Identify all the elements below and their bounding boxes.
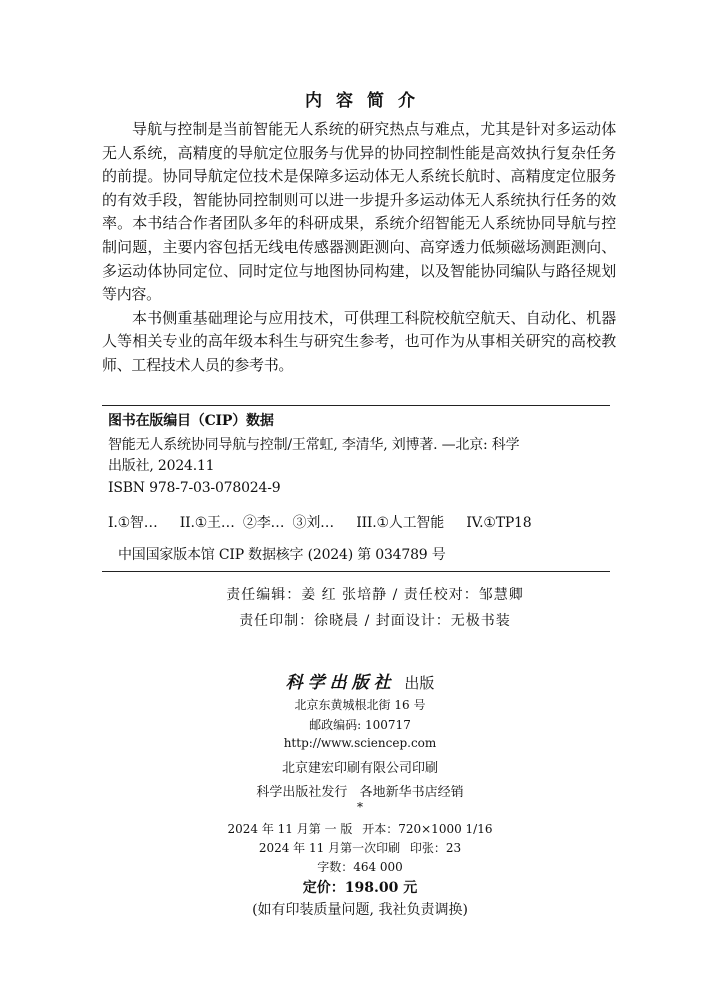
- edition-line: [0, 820, 720, 837]
- distributor: 科学出版社发行: [256, 785, 348, 800]
- cip-bottom-divider: [102, 571, 610, 572]
- separator-star: *: [357, 800, 363, 814]
- book-format: 开本：720×1000 1/16: [362, 822, 493, 836]
- credits-printing: 责任印制：徐晓晨 / 封面设计：无极书装: [239, 613, 511, 629]
- summary-paragraph-1: 导航与控制是当前智能无人系统的研究热点与难点，尤其是针对多运动体无人系统，高精度的导航定位服务与优异的协同控制性能是高效执行复杂任务的前提。协同导航定位技术是保障多运动体无人系统长航时、高精度定位服务的有效手段，智能协同控制则可以进一步提升多运动体无人系统执行任务的效率。本书结合作者团队多年的科研成果，系统介绍智能无人系统协同导航与控制问题，主要内容包括无线电传感器测距测向、高穿透力低频磁场测距测向、多运动体协同定位、同时定位与地图协同构建，以及智能协同编队与路径规划等内容。: [102, 120, 616, 304]
- publisher-line: [0, 668, 720, 693]
- publisher-zip: 邮政编码: 100717: [309, 718, 411, 732]
- publisher-address: 北京东黄城根北街 16 号: [294, 698, 426, 712]
- cip-class-3: III.①人工智能: [356, 515, 445, 531]
- cip-class-2: II.①王… ②李… ③刘…: [179, 515, 334, 531]
- cip-top-divider: [102, 405, 610, 406]
- cip-code: 中国国家版本馆 CIP 数据核字 (2024) 第 034789 号: [118, 547, 446, 563]
- quality-notice: (如有印装质量问题, 我社负责调换): [252, 902, 468, 918]
- cip-title-line-2: 出版社, 2024.11: [108, 458, 215, 474]
- price: 定价：198.00 元: [302, 880, 418, 896]
- word-count: 字数：464 000: [317, 860, 403, 874]
- print-sheets: 印张：23: [409, 841, 462, 855]
- cip-class-1: I.①智…: [108, 515, 158, 531]
- seller: 各地新华书店经销: [359, 785, 464, 800]
- cip-class-4: IV.①TP18: [466, 515, 532, 531]
- cip-title-line-1: 智能无人系统协同导航与控制/王常虹, 李清华, 刘博著. —北京: 科学: [108, 437, 520, 453]
- publisher-suffix: 出版: [404, 674, 435, 692]
- cip-isbn: ISBN 978-7-03-078024-9: [108, 480, 281, 496]
- credits-editors: 责任编辑：姜 红 张培静 / 责任校对：邹慧卿: [226, 587, 524, 603]
- publisher-url: http://www.sciencep.com: [283, 736, 437, 750]
- printer: 北京建宏印刷有限公司印刷: [281, 761, 438, 776]
- print-date: 2024 年 11 月第一次印刷: [258, 841, 401, 855]
- cip-heading: 图书在版编目（CIP）数据: [108, 413, 274, 429]
- summary-paragraph-2: 本书侧重基础理论与应用技术，可供理工科院校航空航天、自动化、机器人等相关专业的高年级本科生与研究生参考，也可作为从事相关研究的高校教师、工程技术人员的参考书。: [102, 308, 616, 374]
- distribution-line: [0, 781, 720, 800]
- summary-title: 内容简介: [305, 91, 429, 111]
- cip-classification: [108, 512, 613, 534]
- edition-date: 2024 年 11 月第 一 版: [227, 822, 353, 836]
- publisher-logo-text: 科学出版社: [285, 673, 396, 693]
- print-line: [0, 839, 720, 856]
- summary-body: [102, 118, 616, 378]
